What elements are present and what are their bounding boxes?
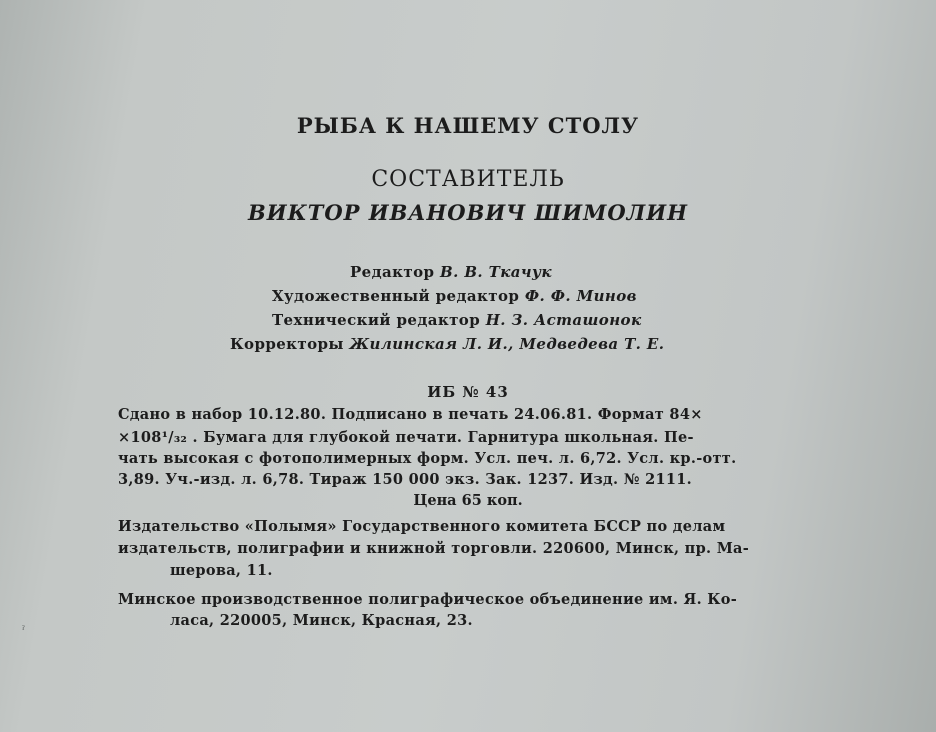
book-title: РЫБА К НАШЕМУ СТОЛУ xyxy=(296,113,640,138)
compiler-label: СОСТАВИТЕЛЬ xyxy=(371,167,565,192)
price: Цена 65 коп. xyxy=(413,492,523,509)
page-smudge-icon: ˀ xyxy=(22,624,26,637)
publisher-line: издательств, полиграфии и книжной торговли. 220600, Минск, пр. Ма- xyxy=(118,540,750,557)
print-info-line: Сдано в набор 10.12.80. Подписано в печать 24.06.81. Формат 84× xyxy=(118,406,703,423)
credit-art-editor xyxy=(272,287,637,305)
compiler-name: ВИКТОР ИВАНОВИЧ ШИМОЛИН xyxy=(248,200,688,225)
credit-name: В. В. Ткачук xyxy=(440,263,552,281)
credit-name: Жилинская Л. И., Медведева Т. Е. xyxy=(349,335,665,353)
credit-name: Н. З. Асташонок xyxy=(485,311,642,329)
credit-role: Корректоры xyxy=(230,335,344,353)
credit-role: Технический редактор xyxy=(272,311,481,329)
print-info-line: ×108¹/₃₂ . Бумага для глубокой печати. Гарнитура школьная. Пе- xyxy=(118,429,694,446)
print-info-line: чать высокая с фотополимерных форм. Усл. печ. л. 6,72. Усл. кр.-отт. xyxy=(118,450,737,467)
credit-role: Редактор xyxy=(350,263,435,281)
credit-name: Ф. Ф. Минов xyxy=(524,287,637,305)
publisher-line: Издательство «Полымя» Государственного комитета БССР по делам xyxy=(118,518,726,535)
publisher-line: шерова, 11. xyxy=(170,562,273,579)
credit-tech-editor xyxy=(272,311,642,329)
credit-editor xyxy=(350,263,552,281)
printer-line: Минское производственное полиграфическое объединение им. Я. Ко- xyxy=(118,591,738,608)
printer-line: ласа, 220005, Минск, Красная, 23. xyxy=(170,612,473,629)
print-info-line: 3,89. Уч.-изд. л. 6,78. Тираж 150 000 экз. Зак. 1237. Изд. № 2111. xyxy=(118,471,693,488)
ib-number: ИБ № 43 xyxy=(427,383,509,401)
credit-role: Художественный редактор xyxy=(272,287,520,305)
credit-correctors xyxy=(230,335,664,353)
